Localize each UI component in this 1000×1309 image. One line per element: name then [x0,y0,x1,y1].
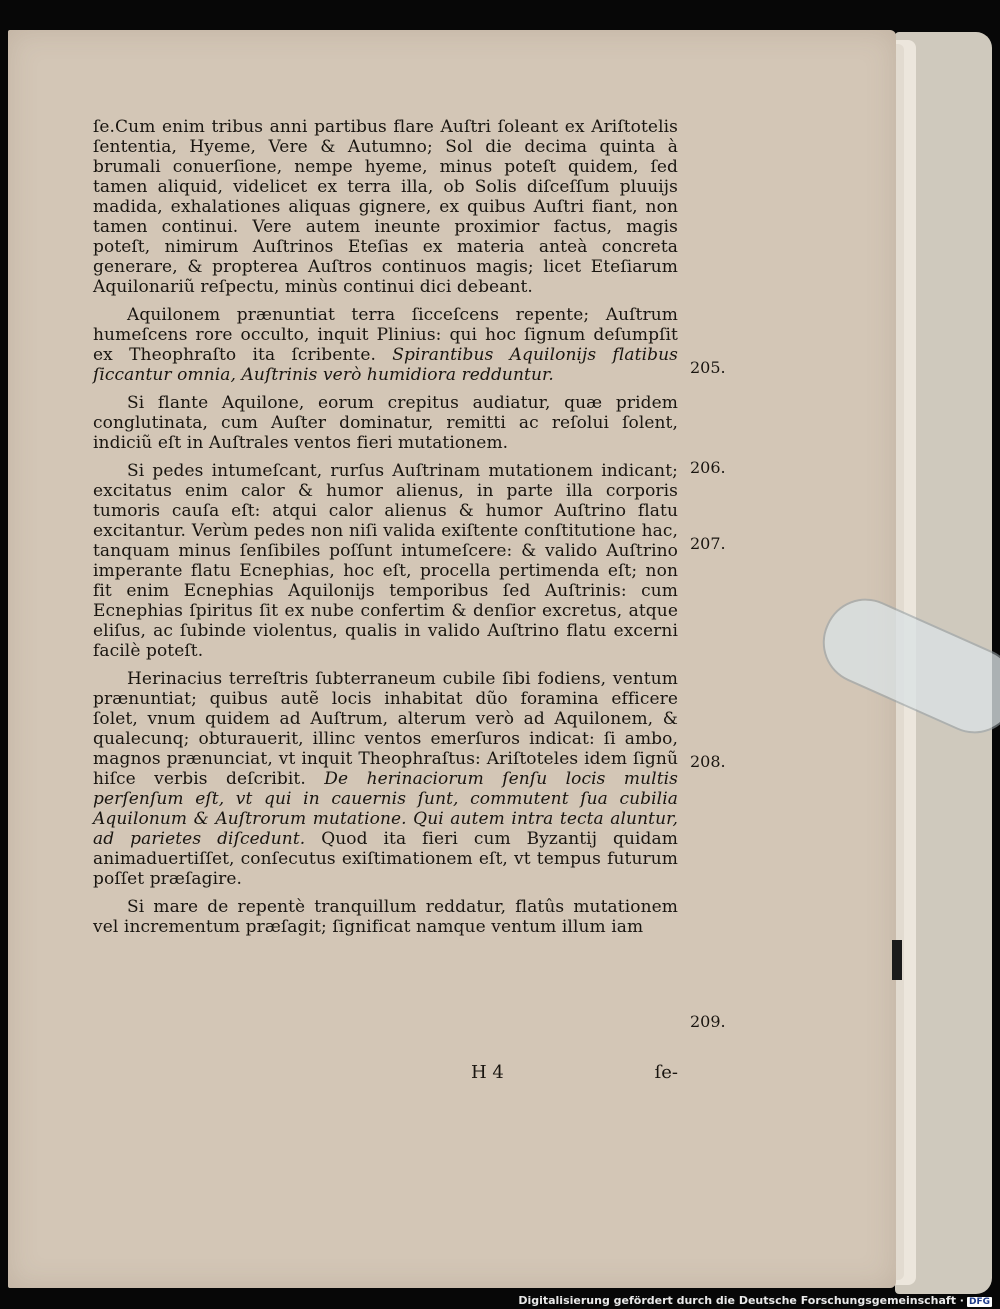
paragraph-6 [93,897,678,937]
paragraph-text: Aquilonem prænuntiat terra ſicceſcens repente; Auſtrum humeſcens rore occulto, inquit Plinius: qui hoc ſignum deſumpſit ex Theophraſto ita ſcribente. [93,305,678,365]
paragraph-text: Si mare de repentè tranquillum reddatur, flatûs mutationem vel incrementum præſagit; ſignificat namque ventum illum iam [93,897,678,937]
italic-quote: De herinaciorum ſenſu locis multis perſenſum eſt, vt qui in cauernis ſunt, commutent ſua cubilia Aquilonum & Auſtrorum mutatione. Qui autem intra tecta aluntur, ad parietes diſcedunt. [93,769,678,849]
catchword: ſe- [654,1062,678,1083]
credit-text: Digitalisierung gefördert durch die Deutsche Forschungsgemeinschaft · [518,1294,964,1307]
paragraph-3 [93,393,678,453]
page-footer [93,1062,678,1086]
margin-number-209: 209. [690,1012,726,1031]
paragraph-1 [93,117,678,297]
margin-number-208: 208. [690,752,726,771]
paragraph-text: Si flante Aquilone, eorum crepitus audiatur, quæ pridem conglutinata, cum Auſter dominatur, remitti ac reſolui ſolent, indiciũ eſt in Auſtrales ventos fieri mutationem. [93,393,678,453]
signature-mark: H 4 [471,1062,504,1083]
paragraph-text: Si pedes intumeſcant, rurſus Auſtrinam mutationem indicant; excitatus enim calor & humor alienus, in parte illa corporis tumoris cauſa eſt: atqui calor alienus & humor Auſtrino flatu excitantur. Verùm pedes non niſi valida exiſtente conſtitutione hac, tanquam minus ſenſibiles poſſunt intumeſcere: & valido Auſtrino imperante flatu Ecnephias, hoc eſt, procella pertimenda eſt; non fit enim Ecnephias Aquilonijs temporibus ſed Auſtrinis: cum Ecnephias ſpiritus ſit ex nube confertim & denſior excretus, atque eliſus, ac ſubinde violentus, qualis in valido Auſtrino flatu excerni facilè poteſt. [93,461,678,661]
paragraph-4 [93,461,678,661]
paragraph-text: ſe.Cum enim tribus anni partibus flare Auſtri ſoleant ex Ariſtotelis ſententia, Hyeme, Vere & Autumno; Sol die decima quinta à brumali conuerſione, nempe hyeme, minus poteſt quidem, ſed tamen aliquid, videlicet ex terra illa, ob Solis diſceſſum pluuijs madida, exhalationes aliquas gignere, ex quibus Auſtri fiant, non tamen continui. Vere autem ineunte proximior factus, magis poteſt, nimirum Auſtrinos Eteſias ex materia anteà concreta generare, & propterea Auſtros continuos magis; licet Eteſiarum Aquilonariũ reſpectu, minùs continui dici debeant. [93,117,678,297]
color-marker [892,940,902,980]
paragraph-2 [93,305,678,385]
margin-number-206: 206. [690,458,726,477]
digitization-credit [518,1294,992,1307]
page-text [93,117,678,945]
margin-number-207: 207. [690,534,726,553]
dfg-logo: DFG [968,1297,990,1307]
margin-number-205: 205. [690,358,726,377]
paragraph-5 [93,669,678,889]
paragraph-text: Herinacius terreſtris ſubterraneum cubile ſibi fodiens, ventum prænuntiat; quibus autẽ locis inhabitat dũo foramina efficere ſolet, vnum quidem ad Auſtrum, alterum verò ad Aquilonem, & qualecunq; obturauerit, illinc ventos emerſuros indicat: ſi ambo, magnos prænunciat, vt inquit Theophraſtus: Ariſtoteles idem ſignũ hiſce verbis deſcribit. [93,669,678,789]
italic-quote: Spirantibus Aquilonijs flatibus ſiccantur omnia, Auſtrinis verò humidiora redduntur. [93,345,678,385]
paragraph-text: Quod ita fieri cum Byzantij quidam animaduertiſſet, conſecutus exiſtimationem eſt, vt tempus futurum poſſet præſagire. [93,829,678,889]
